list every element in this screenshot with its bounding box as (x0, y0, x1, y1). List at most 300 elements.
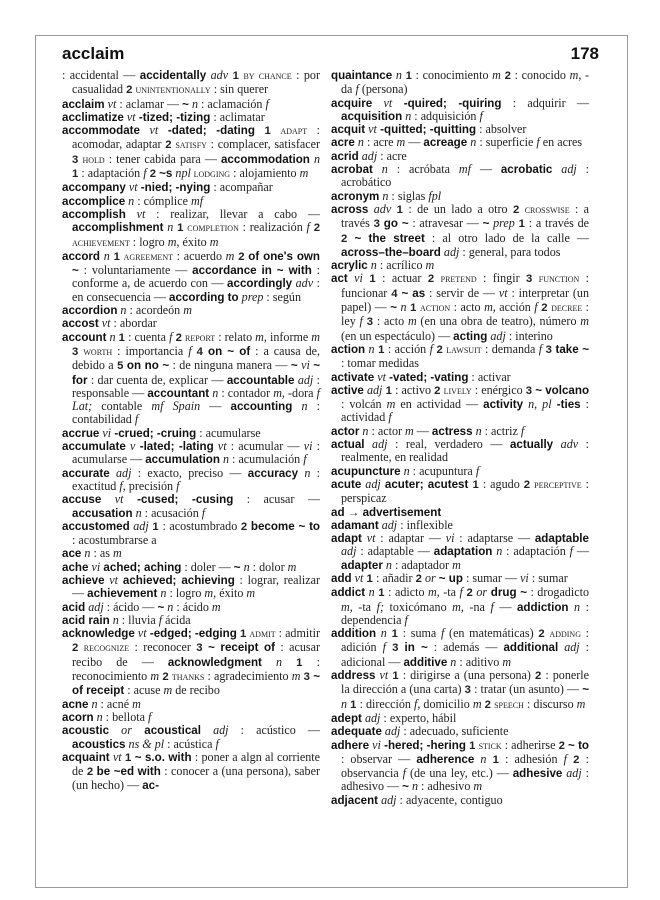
bold-term: accountant (147, 386, 210, 400)
italic-label: n (400, 463, 410, 478)
dictionary-entry (62, 111, 320, 124)
headword: acquit (331, 123, 366, 137)
italic-label: vi (520, 570, 529, 585)
italic-label: n (367, 258, 377, 273)
italic-label: adv (292, 276, 314, 291)
text-run: : experto, hábil (380, 710, 457, 725)
bold-term: -tized; -tizing (135, 110, 211, 124)
text-run: : acné (97, 696, 133, 711)
text-run: (persona) (358, 82, 408, 97)
italic-label: n (365, 585, 375, 600)
dictionary-entry (62, 614, 320, 627)
bold-term: ~ (182, 97, 189, 111)
text-run: : tratar (un asunto) — (474, 682, 583, 697)
italic-label: f (479, 108, 483, 123)
headword: accompany (62, 181, 126, 195)
text-run: : interpretar (un papel) — (341, 285, 589, 315)
text-run: : realización (238, 220, 307, 235)
italic-label: n (261, 654, 283, 669)
headword: acrid (331, 149, 359, 163)
text-run: en actividad — (395, 397, 484, 412)
italic-label: adj (361, 710, 381, 725)
italic-label: adj (361, 476, 381, 491)
headword: accomplice (62, 194, 126, 208)
dictionary-entry (331, 384, 589, 425)
text-run: : acusar recibo de — (72, 640, 320, 669)
text-run: de recibo (172, 683, 220, 698)
headword: addition (331, 627, 377, 641)
headword: acre (331, 136, 355, 150)
sense-number: 1 (363, 572, 376, 585)
dictionary-entry (62, 331, 320, 427)
italic-label: n (568, 599, 581, 614)
italic-label: adv (553, 437, 579, 452)
bold-term: -ties (551, 398, 581, 412)
sense-number: 2 (341, 232, 355, 245)
small-caps-label: action (419, 302, 451, 315)
dictionary-entry (331, 203, 589, 259)
text-run: : acostumbrarse a (72, 533, 157, 548)
right-column (331, 69, 589, 807)
small-caps-label: completion (187, 222, 239, 235)
small-caps-label: pretend (440, 273, 477, 286)
headword: acne (62, 697, 89, 711)
dictionary-entry (62, 547, 320, 560)
headword: acclaim (62, 97, 105, 111)
text-run: : agradecimiento (204, 669, 292, 684)
italic-label: n, pl (523, 397, 552, 412)
italic-label: adj (552, 162, 577, 177)
dictionary-entry (62, 208, 320, 250)
small-caps-label: perceptive (534, 478, 582, 491)
text-run: : de ninguna manera — (169, 358, 291, 373)
dictionary-entry (62, 561, 320, 574)
text-run: : por casualidad (72, 68, 320, 97)
italic-label: m (473, 779, 483, 794)
italic-label: adj (558, 640, 580, 655)
italic-label: m, (569, 68, 582, 82)
bold-term: accidentally (139, 69, 207, 82)
text-run: : adaptar — (375, 531, 446, 546)
dictionary-entry (331, 465, 589, 478)
sense-number: 1 (115, 331, 129, 344)
text-run: : acuse (124, 683, 164, 698)
text-run: : adhesivo (418, 779, 474, 794)
dictionary-entry (62, 98, 320, 111)
text-run: : drogadicto (526, 585, 589, 600)
italic-label: m (225, 248, 235, 263)
sense-number: 2 (72, 642, 84, 655)
sense-number: 1 (109, 250, 124, 263)
bold-term: accuracy (247, 466, 299, 480)
bold-term: ac- (142, 779, 159, 793)
sense-number: 3 (300, 671, 314, 684)
sense-number: 3 (385, 642, 405, 655)
small-caps-label: hold (82, 153, 105, 166)
bold-term: ~ receipt of (208, 641, 275, 655)
italic-label: f (538, 341, 543, 356)
italic-label: f (169, 329, 173, 344)
italic-label: f (201, 505, 206, 520)
text-run: : adicional — (341, 640, 590, 669)
text-run: : logro (166, 586, 205, 601)
text-run: : as (90, 546, 113, 561)
dictionary-page (35, 35, 628, 888)
sense-number: 1 (282, 656, 317, 669)
italic-label: n (292, 399, 308, 414)
bold-term: adapter (341, 558, 383, 572)
dictionary-entry (331, 712, 589, 725)
italic-label: prep (489, 216, 515, 231)
bold-term: acoustics (72, 737, 126, 751)
text-run: : sumar (528, 570, 568, 585)
bold-term: -dated; -dating (158, 124, 255, 138)
dictionary-entry (331, 425, 589, 438)
italic-label: n (365, 341, 375, 356)
bold-term: adherence (416, 752, 475, 766)
sense-number: 1 (486, 753, 506, 766)
dictionary-entry (331, 259, 589, 272)
italic-label: mf Spain (151, 399, 201, 414)
bold-term: achieved; achieving (118, 573, 235, 587)
small-caps-label: achievement (72, 236, 130, 249)
italic-label: f (148, 709, 152, 724)
text-run: -ta (352, 599, 377, 614)
headword: accurate (62, 466, 110, 480)
dictionary-entry (62, 317, 320, 330)
bold-term: quaintance (331, 69, 393, 82)
italic-label: m (287, 559, 297, 574)
text-run: : acumular — (226, 439, 304, 454)
italic-label: f (402, 766, 407, 781)
text-run: : inflexible (397, 517, 453, 532)
text-run: : exactitud (72, 465, 321, 493)
bold-term: take ~ (555, 342, 590, 356)
text-run: — (573, 544, 589, 559)
italic-label: ns & pl (125, 736, 165, 751)
headword: across (331, 202, 369, 216)
headword: actor (331, 424, 360, 438)
bold-term: -quitted; -quitting (376, 123, 477, 137)
text-run: : adaptable — (356, 544, 434, 559)
text-run: : lograr, realizar — (72, 572, 320, 601)
dictionary-entry (331, 627, 589, 669)
sense-number: 2 (172, 331, 185, 344)
bold-term: ~ as (401, 286, 426, 300)
dictionary-entry (331, 725, 589, 738)
text-run: : añadir (375, 570, 416, 585)
sense-number: 1 (72, 168, 82, 181)
sense-number: 2 (500, 70, 515, 82)
italic-label: f (520, 423, 525, 438)
bold-term: addiction (516, 600, 569, 614)
italic-label: m (211, 599, 221, 614)
headword: acupuncture (331, 464, 401, 478)
bold-term: ached; aching (100, 560, 182, 574)
text-run: toxicómano (383, 599, 453, 614)
sense-number: 2 (309, 222, 320, 235)
sense-number: 2 (512, 203, 525, 216)
bold-term: -crued; -cruing (111, 426, 197, 440)
headword: ache (62, 560, 89, 574)
italic-label: vt (123, 109, 136, 124)
text-run: (de una ley, etc.) — (406, 766, 513, 781)
text-run: (en matemáticas) (444, 626, 539, 641)
text-run: : ácido (173, 599, 212, 614)
italic-label: n (472, 423, 482, 438)
page-number: 178 (570, 44, 599, 63)
text-run: contable (92, 399, 152, 414)
text-run: : ley (341, 300, 590, 329)
dictionary-entry (331, 163, 589, 190)
italic-label: vt (365, 122, 377, 137)
text-run: : acusación (141, 505, 202, 520)
text-run: informe (266, 329, 312, 344)
text-run: : contabilidad (72, 399, 320, 427)
dictionary-entry (62, 427, 320, 440)
italic-label: vi (369, 737, 381, 752)
text-run: domicilio (420, 696, 473, 711)
headword: address (331, 669, 376, 683)
italic-label: adj (109, 465, 132, 480)
sense-number: 1 (362, 273, 383, 286)
sense-number: 2 (566, 753, 586, 766)
text-run: : actriz (481, 423, 521, 438)
dictionary-entry (62, 627, 320, 697)
text-run: : admitir (275, 626, 320, 641)
italic-label: adj (562, 766, 582, 781)
headword: activate (331, 370, 375, 384)
text-run: : en consecuencia — (72, 276, 320, 304)
text-run: : adaptarse — (454, 531, 535, 546)
sense-number: 3 (362, 316, 377, 329)
text-run: : cuenta (128, 329, 170, 344)
text-run: : poner a algn al corriente de (72, 749, 320, 779)
italic-label: m (405, 423, 414, 438)
bold-term: according to (169, 290, 239, 304)
text-run: : adición (341, 626, 590, 655)
italic-label: f (388, 410, 392, 425)
text-run: : sin querer (210, 82, 269, 97)
text-run: : actividad (341, 397, 589, 425)
headword: acorn (62, 710, 94, 724)
italic-label: n (492, 544, 503, 559)
text-run: éxito (179, 234, 210, 249)
headword: acquire (331, 96, 373, 110)
dictionary-entry (331, 438, 589, 465)
text-run: : complacer, satisfacer (206, 137, 320, 152)
text-run: : superficie (476, 135, 537, 150)
italic-label: vt (139, 123, 159, 138)
italic-label: f (563, 751, 567, 766)
headword: account (62, 330, 107, 344)
sense-number: 2 (558, 739, 569, 752)
text-run: -dora (284, 385, 317, 400)
italic-label: f; (376, 599, 384, 614)
dictionary-entry (62, 124, 320, 181)
italic-label: f (134, 412, 139, 427)
text-run: : adquisición (411, 108, 480, 123)
italic-label: f (382, 640, 386, 655)
text-run: : accidental — (62, 68, 140, 82)
text-run: : real, verdadero — (387, 437, 510, 452)
text-run: : enérgico (471, 382, 526, 397)
italic-label: f Lat; (72, 385, 320, 414)
italic-label: adj (363, 382, 383, 397)
italic-label: n (397, 300, 407, 315)
bold-term: acoustical (131, 724, 201, 738)
italic-label: n (88, 696, 98, 711)
bold-term: accounting (230, 400, 293, 414)
text-run: -na (463, 599, 491, 614)
bold-term: -cused; -cusing (123, 493, 234, 507)
bold-term: acrobatic (500, 163, 553, 177)
sense-number: 1 (391, 203, 409, 216)
italic-label: n (93, 709, 103, 724)
headword: act (331, 272, 348, 286)
bold-term: -edged; -edging (146, 627, 237, 641)
italic-label: m (246, 586, 256, 601)
bold-term: in ~ (404, 641, 428, 655)
dictionary-entry (331, 150, 589, 163)
italic-label: adv (206, 68, 229, 82)
text-run: : sumar — (462, 570, 521, 585)
italic-label: vt (372, 95, 393, 110)
italic-label: m (452, 557, 461, 572)
headword: accumulate (62, 440, 126, 454)
small-caps-label: by chance (243, 70, 292, 82)
bold-term: activity (483, 398, 524, 412)
dictionary-entry (62, 698, 320, 711)
dictionary-entry (331, 136, 589, 149)
sense-number: 3 (72, 153, 83, 166)
small-caps-label: crosswise (524, 203, 570, 216)
headword: achieve (62, 573, 105, 587)
text-run: : al otro lado de la calle — (424, 230, 590, 245)
bold-term: accusation (72, 506, 133, 520)
bold-term: in ~ with (261, 264, 312, 278)
dictionary-entry (331, 519, 589, 532)
headword: adhere (331, 738, 370, 752)
small-caps-label: speech (494, 698, 524, 711)
text-run: : conocer a (una persona), saber (un hecho) — (72, 764, 320, 793)
italic-label: vt (361, 531, 376, 546)
small-caps-label: decree (551, 302, 583, 315)
text-run: : acostumbrado (162, 518, 241, 533)
headword: addict (331, 586, 366, 600)
italic-label: m (386, 397, 396, 412)
text-run: : aclamación (198, 96, 266, 111)
dictionary-entry (331, 371, 589, 384)
text-run: : acomodar, adaptar (72, 123, 320, 152)
italic-label: f (440, 626, 445, 641)
italic-label: f (404, 612, 408, 627)
bold-term: adaptable (534, 532, 589, 546)
bold-term: ~ (233, 560, 241, 574)
italic-label: n (402, 108, 412, 123)
text-run: : activo (395, 382, 435, 397)
italic-label: or (476, 585, 488, 600)
sense-number: 2 (415, 572, 425, 585)
italic-label: f, (119, 478, 126, 493)
italic-label: vt (374, 369, 386, 384)
sense-number: 2 (537, 302, 552, 315)
italic-label: m (492, 68, 501, 82)
italic-label: adj (85, 599, 104, 614)
bold-term: -quired; -quiring (392, 96, 502, 110)
text-run: : voluntariamente — (78, 263, 193, 278)
italic-label: vi (445, 531, 455, 546)
small-caps-label: adding (549, 628, 581, 641)
headword: active (331, 383, 364, 397)
text-run: : aclimatar (210, 109, 265, 124)
headword: accommodate (62, 124, 140, 138)
italic-label: vt (498, 285, 508, 300)
bold-term: become ~ to (250, 519, 321, 533)
text-run: : activar (468, 369, 511, 384)
sense-number: 1 (254, 125, 281, 138)
italic-label: adj (341, 544, 357, 559)
text-run: -da (341, 68, 590, 97)
dictionary-entry (331, 586, 589, 627)
small-caps-label: lively (443, 384, 472, 397)
headword: adjacent (331, 793, 379, 807)
text-run: : alojamiento (230, 166, 300, 181)
sense-number: 1 (468, 478, 483, 491)
text-run: : actor (368, 423, 406, 438)
headword: adept (331, 711, 362, 725)
text-run: : según (263, 289, 301, 304)
italic-label: vt (375, 668, 389, 683)
italic-label: adj (440, 244, 460, 259)
small-caps-label: unintentionally (135, 84, 211, 97)
italic-label: m (150, 669, 160, 684)
bold-term: -lated; -lating (135, 440, 214, 454)
italic-label: f (359, 314, 363, 329)
italic-label: m (580, 314, 589, 329)
bold-term: ~ (157, 600, 165, 614)
dictionary-entry (331, 506, 589, 519)
bold-term: actress (431, 424, 473, 438)
sense-number: 2 (165, 139, 176, 152)
bold-term: across–the–board (341, 245, 441, 259)
sense-number: 3 (525, 384, 536, 397)
bold-term: ~ (582, 683, 589, 697)
headword: acrylic (331, 259, 368, 273)
italic-label: n (132, 505, 142, 520)
text-run: : acto (376, 314, 408, 329)
italic-label: vt (98, 316, 111, 331)
sense-number: 1 (382, 384, 396, 397)
text-run: : adherirse (501, 737, 559, 752)
sense-number: 2 (462, 587, 477, 600)
text-run: : absolver (476, 122, 527, 137)
italic-label: f (534, 300, 538, 315)
italic-label: n (163, 220, 174, 235)
text-run: : acusar — (233, 492, 320, 507)
text-run: : adaptador (391, 557, 453, 572)
italic-label: m (132, 696, 141, 711)
dictionary-entry (62, 181, 320, 194)
bold-term: → advertisement (344, 505, 442, 519)
text-run: : doler — (181, 559, 234, 574)
dictionary-entry (331, 794, 589, 807)
bold-term: go ~ (383, 217, 409, 231)
text-run: : acústica (164, 736, 216, 751)
headword: actual (331, 438, 365, 452)
text-run: : demanda (481, 341, 539, 356)
text-run: : reconocer (129, 640, 197, 655)
